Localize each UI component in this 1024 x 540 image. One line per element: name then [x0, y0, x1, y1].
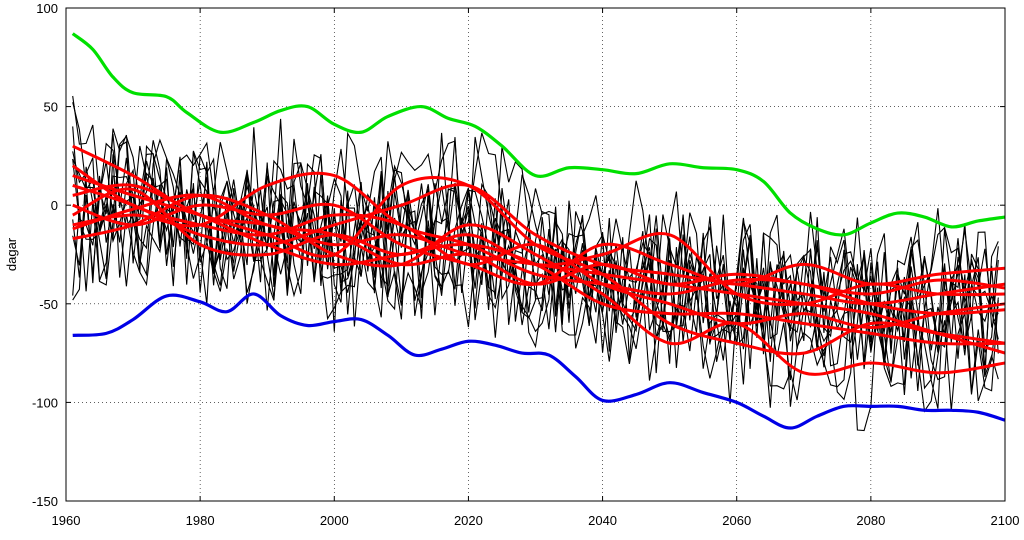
- x-tick-label: 1980: [185, 513, 215, 528]
- x-tick-label: 2080: [856, 513, 886, 528]
- x-tick-label: 1960: [51, 513, 81, 528]
- y-axis-title: dagar: [4, 237, 19, 272]
- y-tick-label: 0: [50, 198, 58, 214]
- x-tick-label: 2060: [722, 513, 752, 528]
- y-tick-label: 50: [43, 99, 58, 115]
- y-tick-label: -100: [31, 395, 58, 411]
- y-tick-label: 100: [36, 1, 58, 16]
- y-tick-label: -150: [31, 494, 58, 509]
- x-tick-label: 2020: [453, 513, 483, 528]
- y-tick-label: -50: [39, 296, 58, 312]
- x-tick-label: 2000: [319, 513, 349, 528]
- x-tick-label: 2100: [990, 513, 1020, 528]
- x-tick-label: 2040: [588, 513, 618, 528]
